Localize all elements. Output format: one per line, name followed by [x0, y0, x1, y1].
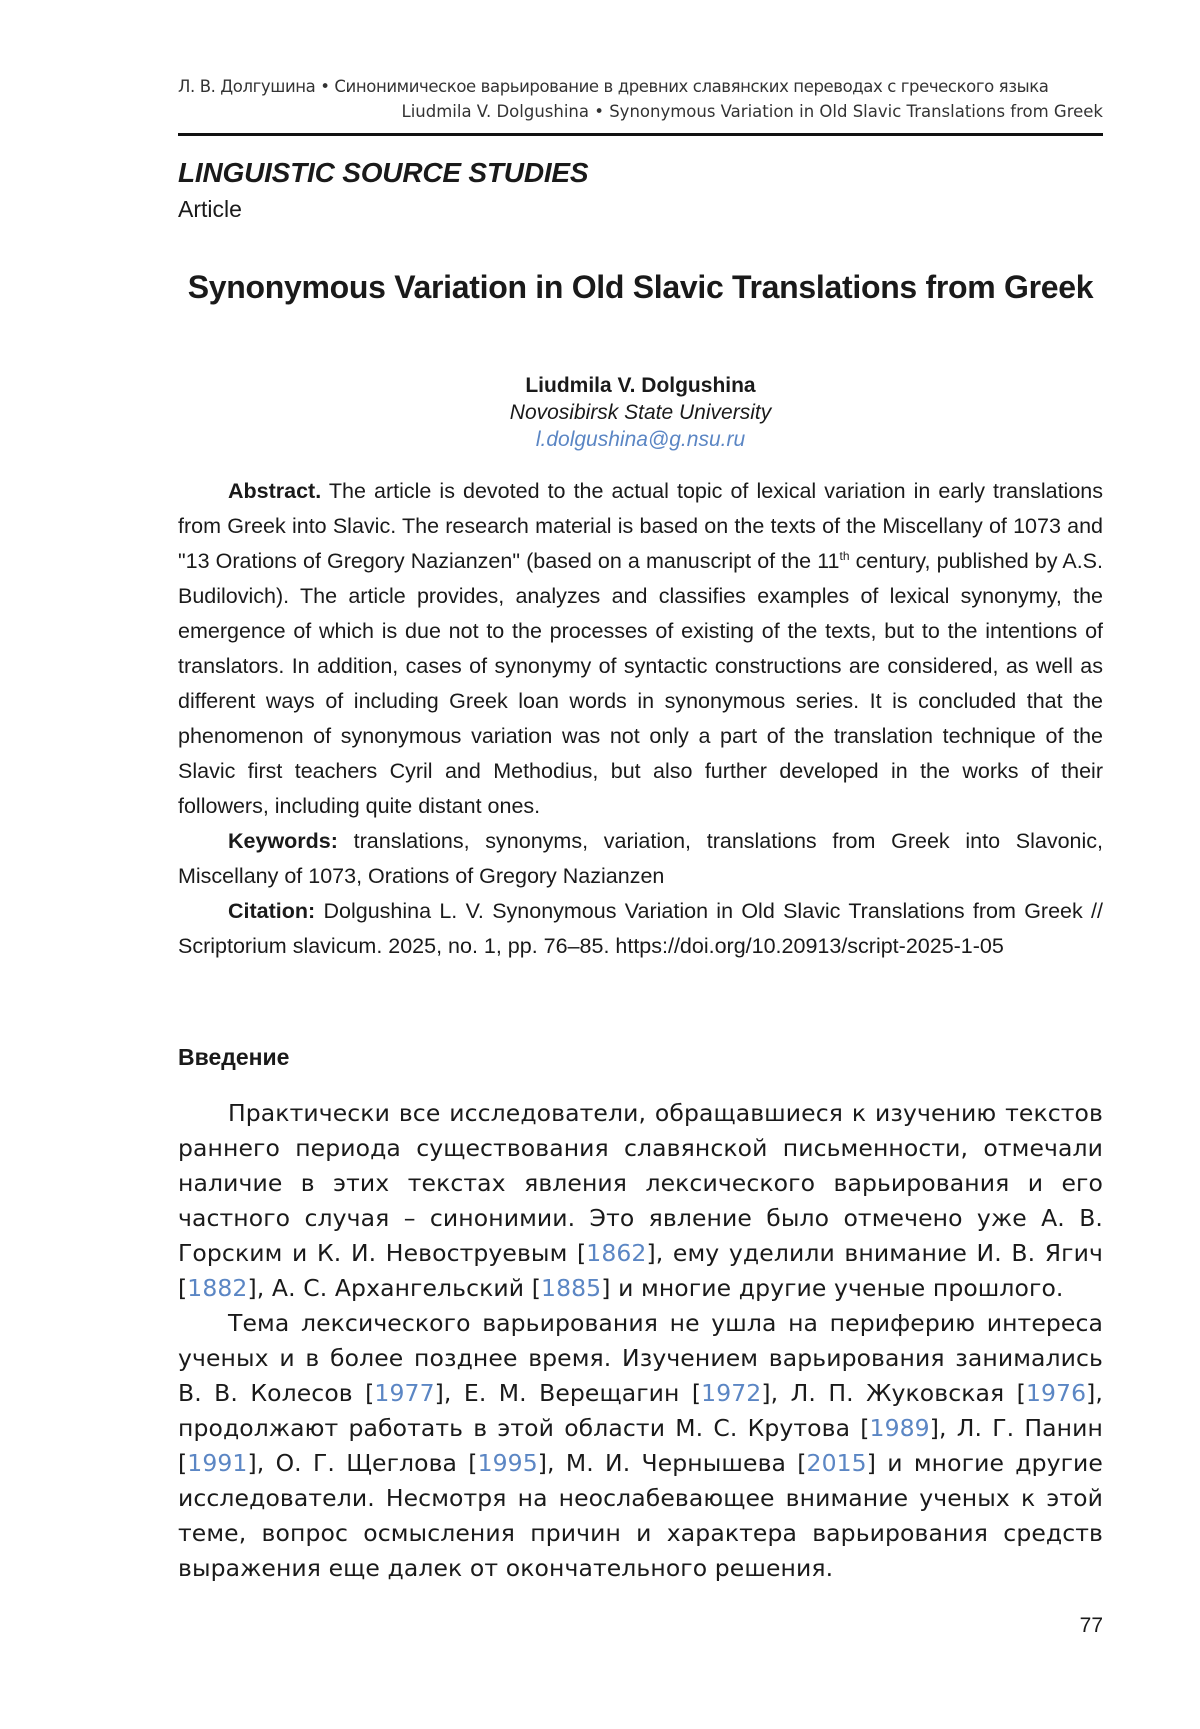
keywords-paragraph — [178, 824, 1103, 894]
intro-p2-text: ] и многие другие исследователи. Несмотря на неослабевающее внимание ученых к этой теме, вопрос осмысления причин и характера варьирования средств выражения еще далек от окончательного решения. — [178, 1449, 1103, 1582]
citation-link[interactable]: 1862 — [586, 1239, 647, 1267]
running-header-en: Liudmila V. Dolgushina • Synonymous Variation in Old Slavic Translations from Greek — [401, 102, 1103, 121]
keywords-label: Keywords: — [228, 829, 338, 853]
abstract-superscript: th — [839, 548, 850, 563]
intro-paragraph-2 — [178, 1306, 1103, 1586]
citation-text: Dolgushina L. V. Synonymous Variation in Old Slavic Translations from Greek // Scriptorium slavicum. 2025, no. 1, pp. 76–85. https://doi.org/10.20913/script-2025-1-05 — [178, 899, 1103, 958]
citation-link[interactable]: 1972 — [701, 1379, 762, 1407]
intro-paragraph-1 — [178, 1096, 1103, 1306]
author-name: Liudmila V. Dolgushina — [525, 374, 756, 397]
citation-link[interactable]: 1991 — [187, 1449, 248, 1477]
intro-body — [178, 1096, 1103, 1586]
abstract-paragraph — [178, 474, 1103, 824]
article-type: Article — [178, 196, 242, 222]
intro-p2-text: Тема лексического варьирования не ушла на периферию интереса ученых и в более позднее время. Изучением варьирования занимались В. В. Колесов [ — [178, 1309, 1103, 1407]
citation-link[interactable]: 1885 — [541, 1274, 602, 1302]
author-email-link[interactable]: l.dolgushina@g.nsu.ru — [535, 428, 746, 451]
intro-p2-text: ], Л. П. Жуковская [ — [761, 1379, 1026, 1407]
citation-link[interactable]: 1989 — [869, 1414, 930, 1442]
intro-p1-text: Практически все исследователи, обращавшиеся к изучению текстов раннего периода существования славянской письменности, отмечали наличие в этих текстах явления лексического варьирования и его частного случая – синонимии. Это явление было отмечено уже А. В. Горским и К. И. Невоструевым [ — [178, 1099, 1103, 1267]
citation-link[interactable]: 1995 — [477, 1449, 538, 1477]
header-rule — [178, 133, 1103, 136]
running-header-ru: Л. В. Долгушина • Синонимическое варьирование в древних славянских переводах с греческого языка — [178, 77, 1049, 96]
section-label: LINGUISTIC SOURCE STUDIES — [178, 157, 589, 188]
abstract-label: Abstract. — [228, 479, 322, 503]
author-block — [178, 372, 1103, 453]
intro-heading: Введение — [178, 1044, 290, 1070]
citation-paragraph — [178, 894, 1103, 964]
intro-p1-text: ] и многие другие ученые прошлого. — [601, 1274, 1064, 1302]
intro-p2-text: ], О. Г. Щеглова [ — [247, 1449, 478, 1477]
citation-label: Citation: — [228, 899, 316, 923]
keywords-text: translations, synonyms, variation, translations from Greek into Slavonic, Miscellany of 1073, Orations of Gregory Nazianzen — [178, 829, 1104, 888]
intro-p1-text: ], А. С. Архангельский [ — [247, 1274, 542, 1302]
intro-p2-text: ], Л. Г. Панин [ — [178, 1414, 1103, 1477]
citation-link[interactable]: 2015 — [806, 1449, 867, 1477]
intro-p2-text: ], М. И. Чернышева [ — [537, 1449, 807, 1477]
intro-p2-text: ], продолжают работать в этой области М. С. Крутова [ — [178, 1379, 1103, 1442]
abstract-text-1: The article is devoted to the actual topic of lexical variation in early translations from Greek into Slavic. The research material is based on the texts of the Miscellany of 1073 and "13 Orations of Gregory Nazianzen" (based on a manuscript of the 11 — [178, 479, 1103, 573]
abstract-text-2: century, published by A.S. Budilovich). The article provides, analyzes and classifies examples of lexical synonymy, the emergence of which is due not to the processes of existing of the texts, but to the intentions of translators. In addition, cases of synonymy of syntactic constructions are considered, as well as different ways of including Greek loan words in synonymous series. It is concluded that the phenomenon of synonymous variation was not only a part of the translation technique of the Slavic first teachers Cyril and Methodius, but also further developed in the works of their followers, including quite distant ones. — [178, 549, 1103, 818]
author-affiliation: Novosibirsk State University — [509, 401, 772, 424]
page-number: 77 — [1079, 1614, 1103, 1637]
intro-p1-text: ], ему уделили внимание И. В. Ягич [ — [178, 1239, 1103, 1302]
running-header — [178, 74, 1103, 124]
intro-p2-text: ], Е. М. Верещагин [ — [434, 1379, 702, 1407]
article-title: Synonymous Variation in Old Slavic Translations from Greek — [187, 269, 1094, 305]
citation-link[interactable]: 1977 — [374, 1379, 435, 1407]
citation-link[interactable]: 1976 — [1025, 1379, 1087, 1407]
abstract-block — [178, 474, 1103, 964]
citation-link[interactable]: 1882 — [187, 1274, 248, 1302]
